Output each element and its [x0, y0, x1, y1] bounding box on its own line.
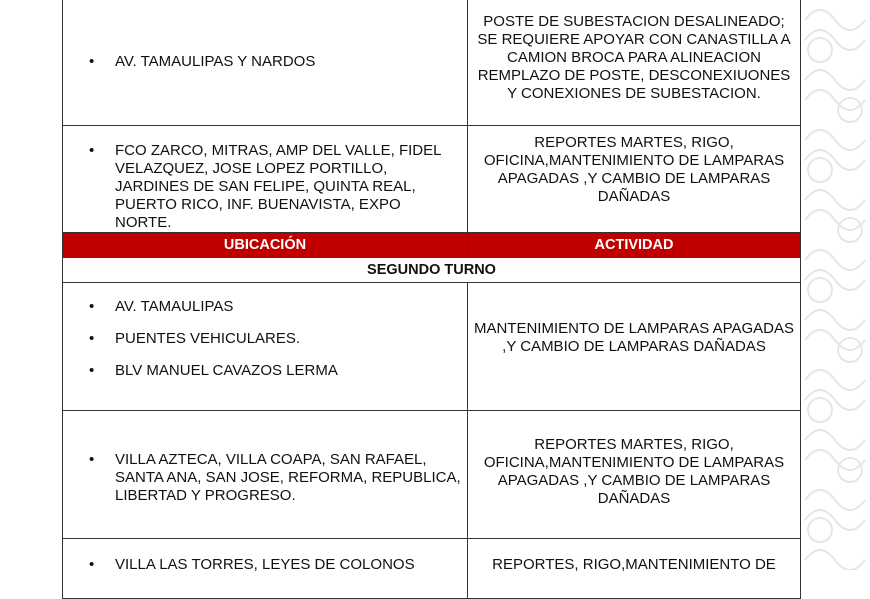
- activity-cell: [468, 0, 801, 126]
- activity-cell: [468, 126, 801, 233]
- watermark-pattern: [800, 0, 870, 570]
- location-cell: [63, 411, 468, 539]
- header-location: UBICACIÓN: [63, 233, 468, 258]
- location-cell: [63, 539, 468, 599]
- location-item: • AV. TAMAULIPAS Y NARDOS: [115, 53, 461, 71]
- table-row: [63, 283, 801, 411]
- table-row: [63, 539, 801, 599]
- location-item: • AV. TAMAULIPAS: [115, 298, 461, 316]
- location-item: • VILLA AZTECA, VILLA COAPA, SAN RAFAEL, SANTA ANA, SAN JOSE, REFORMA, REPUBLICA, LIBERTAD Y PROGRESO.: [115, 451, 461, 505]
- header-activity: ACTIVIDAD: [468, 233, 801, 258]
- activity-cell: [468, 411, 801, 539]
- location-item: • VILLA LAS TORRES, LEYES DE COLONOS: [115, 556, 461, 574]
- activity-cell: [468, 539, 801, 599]
- activity-text: REPORTES MARTES, RIGO, OFICINA,MANTENIMIENTO DE LAMPARAS APAGADAS ,Y CAMBIO DE LAMPARAS DAÑADAS: [483, 134, 785, 205]
- shift-label: SEGUNDO TURNO: [63, 258, 801, 283]
- table-header-row: [63, 233, 801, 258]
- activity-cell: [468, 283, 801, 411]
- activity-text: POSTE DE SUBESTACION DESALINEADO; SE REQUIERE APOYAR CON CANASTILLA A CAMION BROCA PARA ALINEACION REMPLAZO DE POSTE, DESCONEXIUONES Y CONEXIONES DE SUBESTACION.: [477, 13, 791, 102]
- shift-row: [63, 258, 801, 283]
- activity-table: [62, 0, 801, 599]
- table-row: [63, 411, 801, 539]
- activity-text: MANTENIMIENTO DE LAMPARAS APAGADAS ,Y CAMBIO DE LAMPARAS DAÑADAS: [473, 320, 795, 355]
- location-item: • FCO ZARCO, MITRAS, AMP DEL VALLE, FIDEL VELAZQUEZ, JOSE LOPEZ PORTILLO, JARDINES DE SAN FELIPE, QUINTA REAL, PUERTO RICO, INF. BUENAVISTA, EXPO NORTE.: [115, 142, 461, 232]
- activity-text: REPORTES, RIGO,MANTENIMIENTO DE: [492, 556, 776, 573]
- activity-text: REPORTES MARTES, RIGO, OFICINA,MANTENIMIENTO DE LAMPARAS APAGADAS ,Y CAMBIO DE LAMPARAS DAÑADAS: [483, 435, 785, 507]
- location-item: • BLV MANUEL CAVAZOS LERMA: [115, 362, 461, 380]
- location-cell: [63, 126, 468, 233]
- location-item: • PUENTES VEHICULARES.: [115, 330, 461, 348]
- location-cell: [63, 283, 468, 411]
- table-row: [63, 126, 801, 233]
- location-cell: [63, 0, 468, 126]
- table-row: [63, 0, 801, 126]
